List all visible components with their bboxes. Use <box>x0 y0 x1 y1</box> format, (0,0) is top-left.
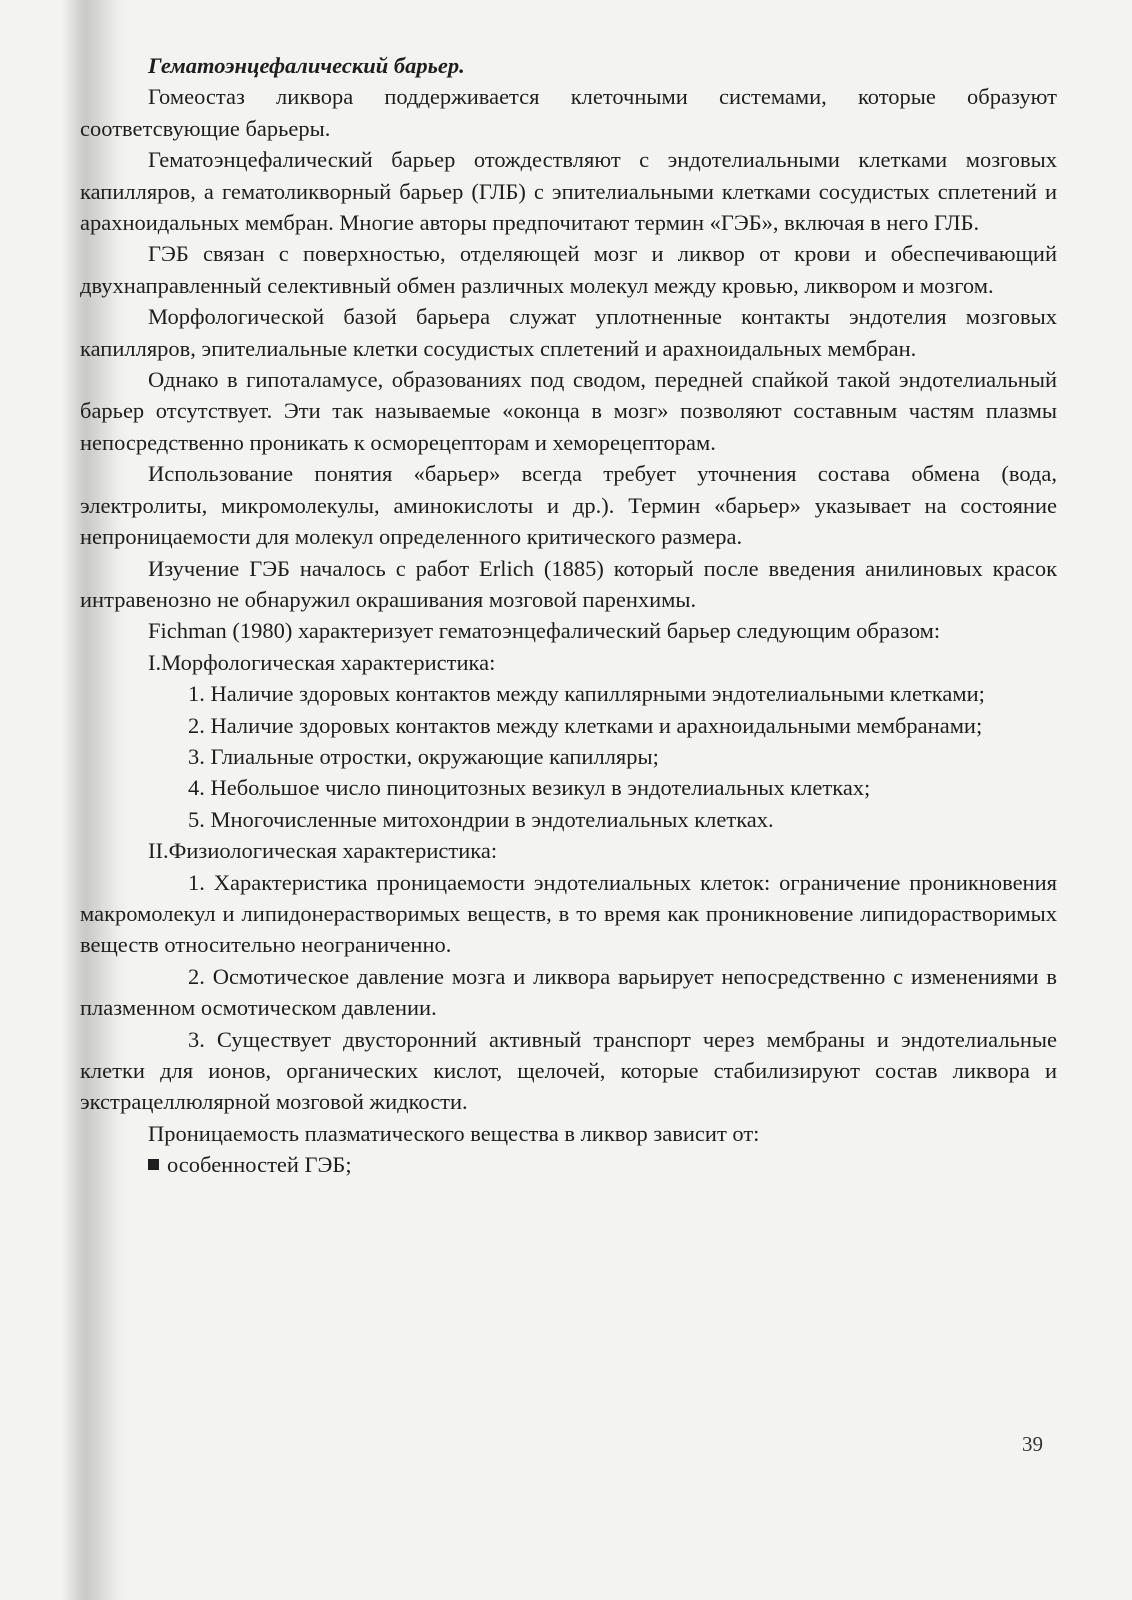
paragraph-fichman: Fichman (1980) характеризует гематоэнцефалический барьер следующим образом: <box>148 618 941 644</box>
page-number: 39 <box>1022 1432 1043 1456</box>
paragraph-barrier-definition: Гематоэнцефалический барьер отождествляют с эндотелиальными клетками мозговых капилляров, а гематоликворный барьер (ГЛБ) с эпителиальными клетками сосудистых сплетений и арахноидальных мембран. Многие авторы предпочитают термин «ГЭБ», включая в него ГЛБ. <box>80 147 1057 236</box>
paragraph-homeostasis: Гомеостаз ликвора поддерживается клеточными системами, которые образуют соответсвующие барьеры. <box>80 84 1057 141</box>
section-title: Гематоэнцефалический барьер. <box>148 53 465 78</box>
bullet-item <box>80 1149 1057 1180</box>
morphology-heading: I.Морфологическая характеристика: <box>148 649 496 675</box>
physiology-item: 1. Характеристика проницаемости эндотелиальных клеток: ограничение проникновения макромолекул и липидонерастворимых веществ, в то время как проникновение липидорастворимых веществ относительно неограниченно. <box>80 869 1057 958</box>
physiology-item: 2. Осмотическое давление мозга и ликвора варьирует непосредственно с изменениями в плазменном осмотическом давлении. <box>80 963 1057 1021</box>
square-bullet-icon <box>148 1159 159 1170</box>
paragraph-barrier-concept: Использование понятия «барьер» всегда требует уточнения состава обмена (вода, электролиты, микромолекулы, аминокислоты и др.). Термин «барьер» указывает на состояние непроницаемости для молекул определенного критического размера. <box>80 461 1057 550</box>
morphology-item: 2. Наличие здоровых контактов между клетками и арахноидальными мембранами; <box>188 712 983 738</box>
morphology-item: 5. Многочисленные митохондрии в эндотелиальных клетках. <box>188 806 774 832</box>
paragraph-geb-surface: ГЭБ связан с поверхностью, отделяющей мозг и ликвор от крови и обеспечивающий двухнаправленный селективный обмен различных молекул между кровью, ликвором и мозгом. <box>80 241 1057 298</box>
paragraph-hypothalamus: Однако в гипоталамусе, образованиях под сводом, передней спайкой такой эндотелиальный барьер отсутствует. Эти так называемые «оконца в мозг» позволяют составным частям плазмы непосредственно проникать к осморецепторам и хеморецепторам. <box>80 367 1057 455</box>
physiology-item: 3. Существует двусторонний активный транспорт через мембраны и эндотелиальные клетки для ионов, органических кислот, щелочей, которые стабилизируют состав ликвора и экстрацеллюлярной мозговой жидкости. <box>80 1026 1057 1115</box>
morphology-item: 1. Наличие здоровых контактов между капиллярными эндотелиальными клетками; <box>188 681 985 707</box>
morphology-item: 3. Глиальные отростки, окружающие капилляры; <box>188 743 659 769</box>
paragraph-morphology-basis: Морфологической базой барьера служат уплотненные контакты эндотелия мозговых капилляров, эпителиальные клетки сосудистых сплетений и арахноидальных мембран. <box>80 304 1057 361</box>
page-content <box>80 50 1057 1181</box>
morphology-item: 4. Небольшое число пиноцитозных везикул в эндотелиальных клетках; <box>188 775 871 801</box>
bullet-text: особенностей ГЭБ; <box>167 1152 352 1178</box>
physiology-heading: II.Физиологическая характеристика: <box>148 838 498 864</box>
permeability-paragraph: Проницаемость плазматического вещества в ликвор зависит от: <box>148 1120 760 1146</box>
paragraph-history: Изучение ГЭБ началось с работ Erlich (1885) который после введения анилиновых красок интравенозно не обнаружил окрашивания мозговой паренхимы. <box>80 555 1057 612</box>
